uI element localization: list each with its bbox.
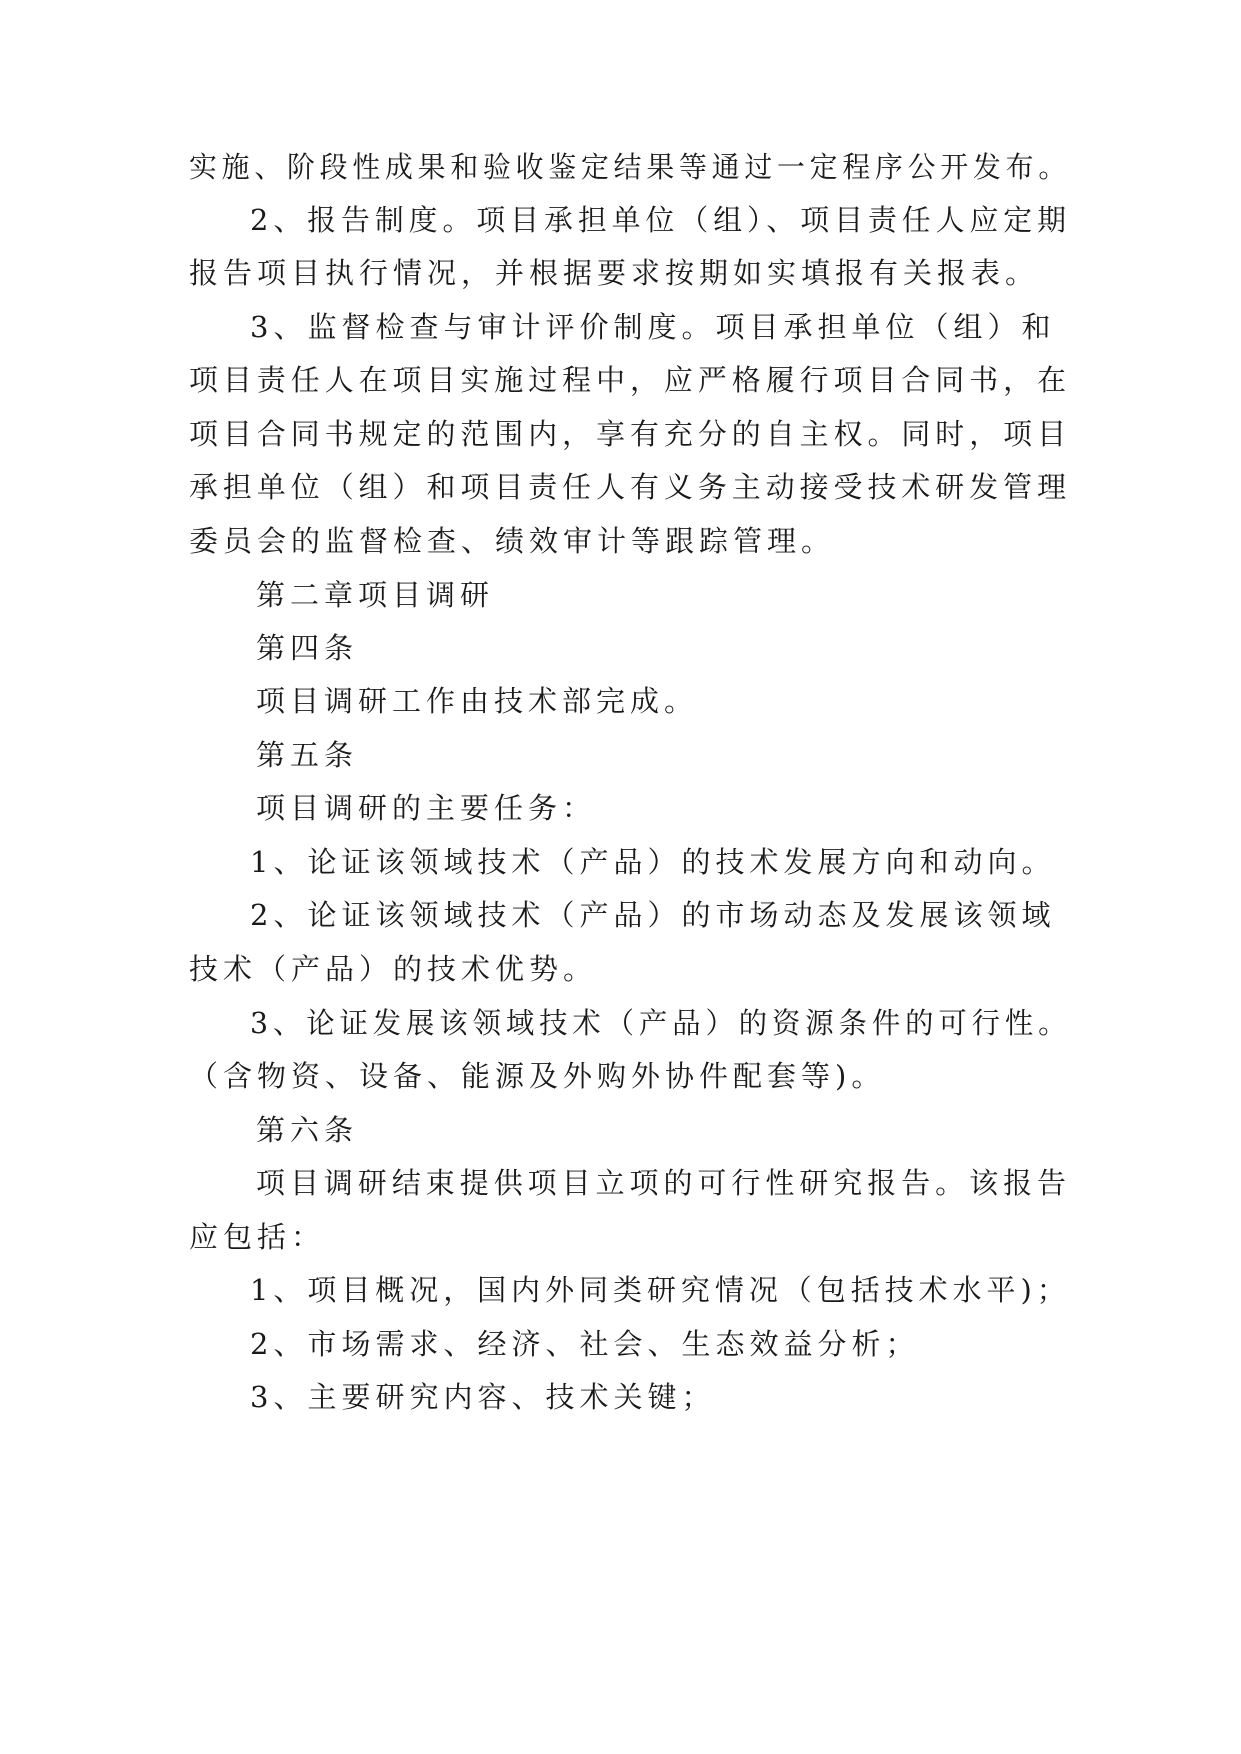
- paragraph-line: 技术（产品）的技术优势。: [189, 952, 598, 986]
- paragraph-line: 报告项目执行情况，并根据要求按期如实填报有关报表。: [189, 256, 1040, 290]
- paragraph-line: 3、论证发展该领域技术（产品）的资源条件的可行性。: [250, 1006, 1072, 1040]
- paragraph-line: 2、市场需求、经济、社会、生态效益分析；: [250, 1327, 920, 1361]
- paragraph-line: 2、论证该领域技术（产品）的市场动态及发展该领域: [250, 898, 1056, 932]
- paragraph-line: 3、监督检查与审计评价制度。项目承担单位（组）和: [250, 310, 1056, 344]
- chapter-heading: 第二章项目调研: [256, 578, 495, 612]
- paragraph-line: 项目调研结束提供项目立项的可行性研究报告。该报告: [256, 1166, 1072, 1200]
- article-heading: 第四条: [256, 631, 359, 665]
- paragraph-line: 3、主要研究内容、技术关键；: [250, 1380, 716, 1414]
- paragraph-line: 委员会的监督检查、绩效审计等跟踪管理。: [189, 524, 836, 558]
- paragraph-line: 实施、阶段性成果和验收鉴定结果等通过一定程序公开发布。: [189, 150, 1072, 184]
- paragraph-line: 项目责任人在项目实施过程中，应严格履行项目合同书，在: [189, 363, 1072, 397]
- article-heading: 第六条: [256, 1113, 359, 1147]
- paragraph-line: 1、项目概况，国内外同类研究情况（包括技术水平)；: [250, 1273, 1071, 1307]
- paragraph-line: （含物资、设备、能源及外购外协件配套等)。: [189, 1059, 886, 1093]
- paragraph-line: 项目调研工作由技术部完成。: [256, 684, 699, 718]
- paragraph-line: 2、报告制度。项目承担单位（组）、项目责任人应定期: [250, 203, 1071, 237]
- paragraph-line: 项目调研的主要任务：: [256, 791, 597, 825]
- paragraph-line: 1、论证该领域技术（产品）的技术发展方向和动向。: [250, 845, 1056, 879]
- paragraph-line: 承担单位（组）和项目责任人有义务主动接受技术研发管理: [189, 470, 1072, 504]
- paragraph-line: 应包括：: [189, 1220, 326, 1254]
- article-heading: 第五条: [256, 738, 359, 772]
- paragraph-line: 项目合同书规定的范围内，享有充分的自主权。同时，项目: [189, 417, 1072, 451]
